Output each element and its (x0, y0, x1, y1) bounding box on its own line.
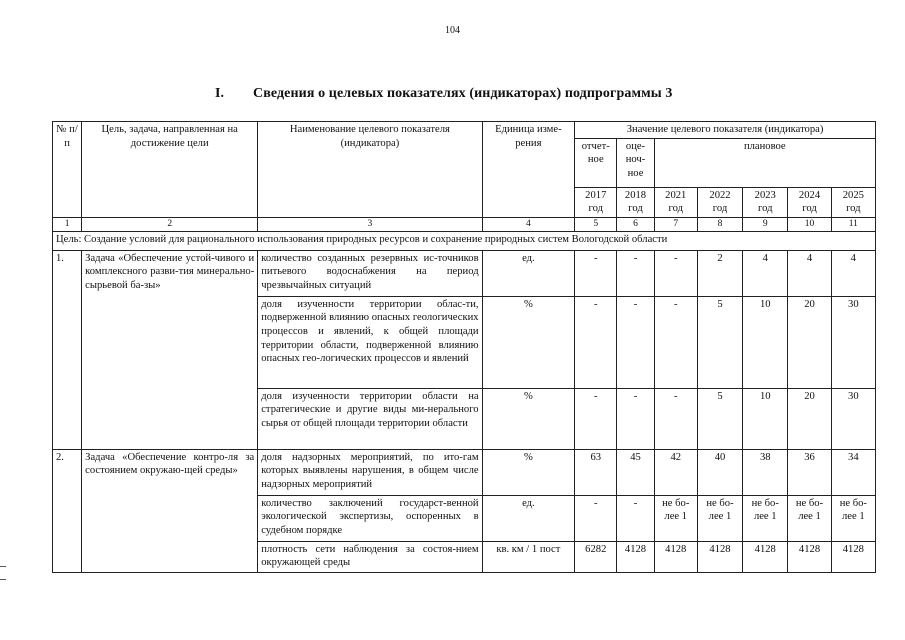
header-unit: Единица изме-рения (482, 122, 575, 218)
indicator-value: 34 (831, 449, 875, 495)
section-number: I. (215, 86, 225, 101)
indicator-value: 5 (697, 296, 742, 388)
indicator-value: 30 (831, 296, 875, 388)
indicator-value: не бо-лее 1 (743, 495, 788, 541)
indicator-value: 6282 (575, 541, 617, 572)
header-year: 2017 год (575, 187, 617, 217)
indicator-value: 4 (831, 250, 875, 296)
header-reported: отчет-ное (575, 138, 617, 187)
margin-mark (0, 579, 6, 580)
indicator-unit: кв. км / 1 пост (482, 541, 575, 572)
column-number: 10 (788, 217, 831, 231)
indicators-table (52, 121, 876, 573)
indicator-name: количество заключений государст-венной экологической экспертизы, оспоренных в судебном порядке (258, 495, 482, 541)
header-estimated: оце-ноч-ное (617, 138, 654, 187)
indicator-name: доля изученности территории облас-ти, подверженной влиянию опасных геологических процессов и явлений, к общей площади территории области, подверженной влиянию опасных гео-логических процессов и явлений (258, 296, 482, 388)
indicator-value: 4128 (788, 541, 831, 572)
indicator-value: 4 (788, 250, 831, 296)
indicator-value: не бо-лее 1 (697, 495, 742, 541)
indicator-value: 4128 (831, 541, 875, 572)
header-value: Значение целевого показателя (индикатора) (575, 122, 876, 139)
header-num: № п/п (53, 122, 82, 218)
goal-row: Цель: Создание условий для рационального использования природных ресурсов и сохранение природных систем Вологодской области (53, 231, 876, 250)
indicator-value: 10 (743, 296, 788, 388)
indicator-value: - (617, 495, 654, 541)
indicator-value: 20 (788, 388, 831, 449)
task-number: 1. (53, 250, 82, 449)
indicator-value: 63 (575, 449, 617, 495)
task-text: Задача «Обеспечение контро-ля за состоянием окружаю-щей среды» (82, 449, 258, 572)
indicator-value: 4128 (617, 541, 654, 572)
indicator-unit: % (482, 449, 575, 495)
column-number: 8 (697, 217, 742, 231)
header-goal: Цель, задача, направленная на достижение цели (82, 122, 258, 218)
section-title-text: Сведения о целевых показателях (индикаторах) подпрограммы 3 (253, 86, 673, 101)
task-text: Задача «Обеспечение устой-чивого и комплексного разви-тия минерально-сырьевой ба-зы» (82, 250, 258, 449)
column-number: 5 (575, 217, 617, 231)
indicator-name: количество созданных резервных ис-точников питьевого водоснабжения на период чрезвычайных ситуаций (258, 250, 482, 296)
indicator-value: 4128 (654, 541, 697, 572)
indicator-value: - (575, 495, 617, 541)
indicator-value: 40 (697, 449, 742, 495)
indicator-value: - (654, 296, 697, 388)
indicator-unit: % (482, 388, 575, 449)
indicator-value: - (617, 296, 654, 388)
task-number: 2. (53, 449, 82, 572)
indicator-value: - (654, 250, 697, 296)
header-planned: плановое (654, 138, 875, 187)
header-year: 2021 год (654, 187, 697, 217)
indicator-value: - (575, 296, 617, 388)
margin-mark (0, 566, 6, 567)
indicator-value: - (654, 388, 697, 449)
page-number: 104 (445, 25, 460, 36)
indicator-value: 30 (831, 388, 875, 449)
indicator-unit: ед. (482, 250, 575, 296)
indicator-name: плотность сети наблюдения за состоя-нием окружающей среды (258, 541, 482, 572)
column-number: 2 (82, 217, 258, 231)
column-number: 7 (654, 217, 697, 231)
indicator-name: доля изученности территории области на стратегические и другие виды ми-нерального сырья от общей площади территории области (258, 388, 482, 449)
column-number: 4 (482, 217, 575, 231)
indicator-name: доля надзорных мероприятий, по ито-гам которых выявлены нарушения, в общем числе надзорных мероприятий (258, 449, 482, 495)
header-indicator: Наименование целевого показателя (индикатора) (258, 122, 482, 218)
indicator-value: 45 (617, 449, 654, 495)
indicator-value: 42 (654, 449, 697, 495)
indicator-value: - (617, 388, 654, 449)
indicator-value: 4128 (697, 541, 742, 572)
section-title (215, 86, 672, 102)
indicator-value: - (575, 250, 617, 296)
indicator-unit: % (482, 296, 575, 388)
indicator-value: не бо-лее 1 (831, 495, 875, 541)
indicator-value: 38 (743, 449, 788, 495)
indicator-value: - (617, 250, 654, 296)
column-number: 1 (53, 217, 82, 231)
header-year: 2024 год (788, 187, 831, 217)
indicator-value: 2 (697, 250, 742, 296)
header-year: 2022 год (697, 187, 742, 217)
column-number: 3 (258, 217, 482, 231)
header-year: 2025 год (831, 187, 875, 217)
indicator-value: не бо-лее 1 (788, 495, 831, 541)
indicator-value: 4128 (743, 541, 788, 572)
column-number: 9 (743, 217, 788, 231)
indicator-value: не бо-лее 1 (654, 495, 697, 541)
indicator-value: 10 (743, 388, 788, 449)
indicator-value: 20 (788, 296, 831, 388)
indicator-value: 5 (697, 388, 742, 449)
header-year: 2018 год (617, 187, 654, 217)
column-number: 11 (831, 217, 875, 231)
indicator-value: 4 (743, 250, 788, 296)
header-year: 2023 год (743, 187, 788, 217)
indicator-value: 36 (788, 449, 831, 495)
column-number: 6 (617, 217, 654, 231)
indicator-value: - (575, 388, 617, 449)
indicator-unit: ед. (482, 495, 575, 541)
